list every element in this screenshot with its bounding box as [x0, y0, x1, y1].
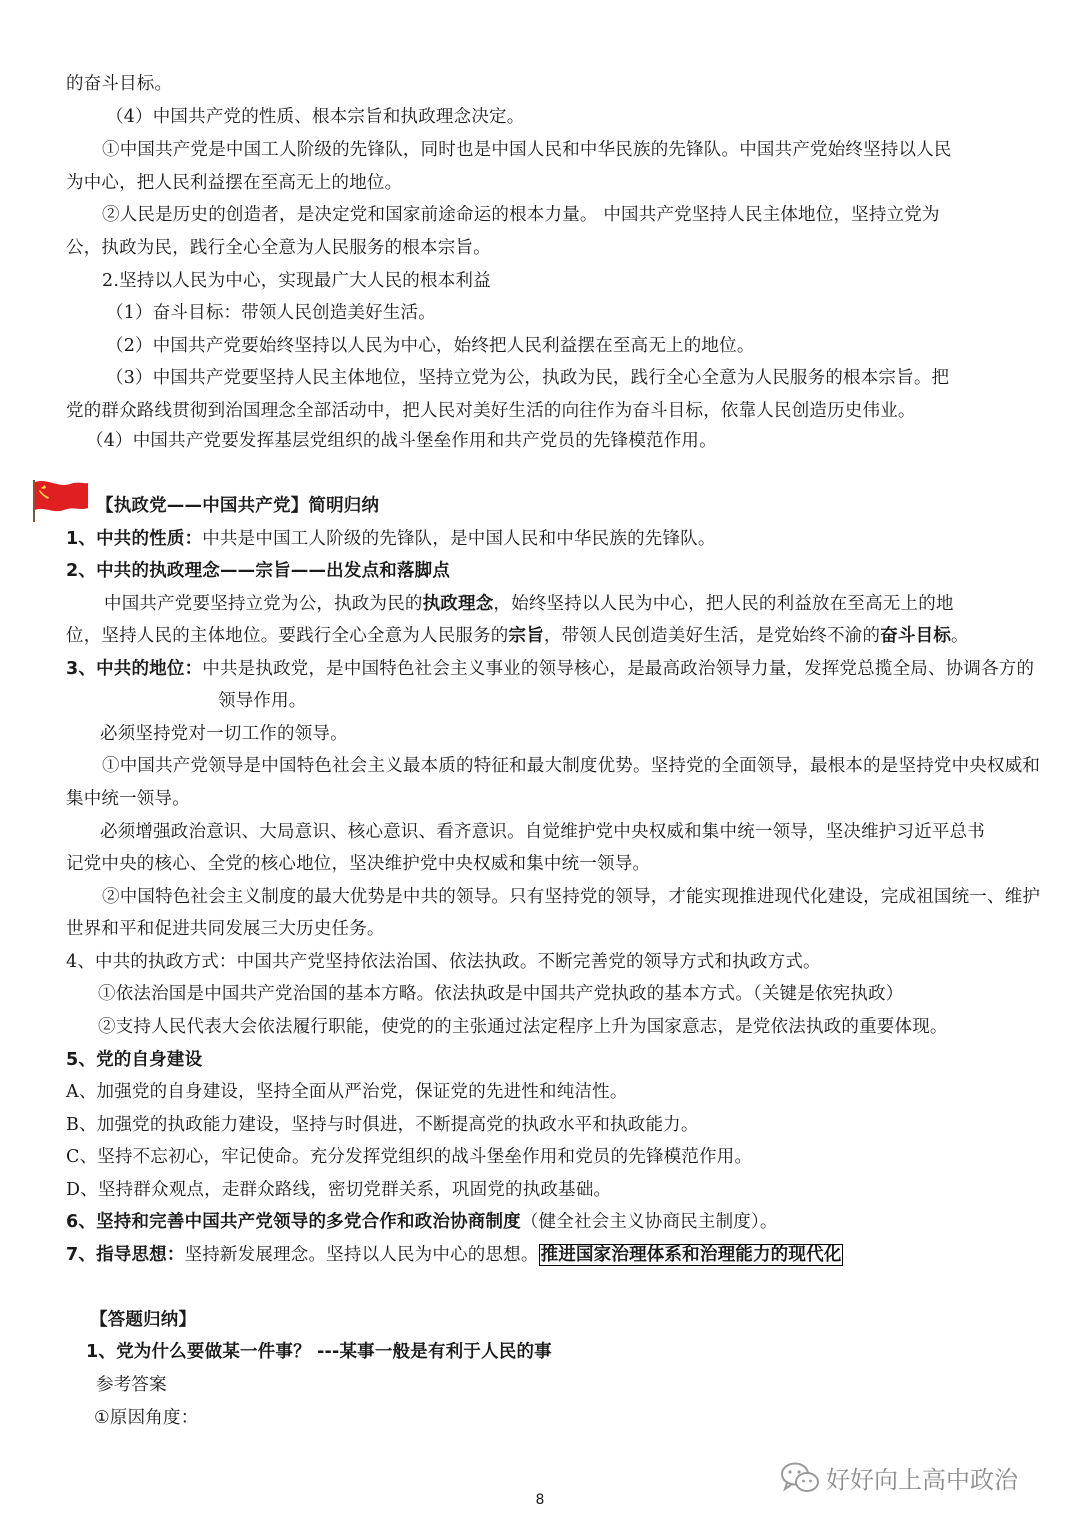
text-line: ①依法治国是中国共产党治国的基本方略。依法执政是中国共产党执政的基本方式。（关键是依宪执政）: [98, 984, 904, 1004]
text-line: 2.坚持以人民为中心，实现最广大人民的根本利益: [102, 271, 491, 291]
wechat-icon: [780, 1461, 820, 1495]
watermark: [780, 1460, 1018, 1495]
section-title: 【执政党——中国共产党】简明归纳: [96, 496, 380, 516]
text-line: （2）中国共产党要始终坚持以人民为中心，始终把人民利益摆在至高无上的地位。: [106, 336, 755, 356]
text-line: 必须增强政治意识、大局意识、核心意识、看齐意识。自觉维护党中央权威和集中统一领导，坚决维护习近平总书: [100, 822, 985, 842]
text-line: （3）中国共产党要坚持人民主体地位，坚持立党为公，执政为民，践行全心全意为人民服务的根本宗旨。把: [106, 368, 950, 388]
text-line: ①中国共产党是中国工人阶级的先锋队，同时也是中国人民和中华民族的先锋队。中国共产党始终坚持以人民: [102, 140, 952, 160]
text-span: 位，坚持人民的主体地位。要践行全心全意为人民服务的: [66, 626, 509, 646]
paragraph-text: （健全社会主义协商民主制度）。: [520, 1212, 778, 1232]
paragraph-text: 坚持新发展理念。坚持以人民为中心的思想。: [184, 1245, 539, 1265]
text-span: ，带领人民创造美好生活，是党始终不渝的: [543, 626, 881, 646]
text-line: [104, 592, 954, 616]
paragraph-1: [66, 527, 716, 551]
bold-term: 奋斗目标: [880, 626, 952, 646]
text-line: 党的群众路线贯彻到治国理念全部活动中，把人民对美好生活的向往作为奋斗目标，依靠人民创造历史伟业。: [66, 401, 916, 421]
text-line: 的奋斗目标。: [66, 74, 173, 94]
bold-term: 宗旨: [508, 626, 544, 646]
list-item: D、坚持群众观点，走群众路线，密切党群关系，巩固党的执政基础。: [66, 1180, 612, 1200]
paragraph-6: [66, 1210, 778, 1234]
text-line: 必须坚持党对一切工作的领导。: [100, 724, 348, 744]
paragraph-3: [66, 657, 1034, 681]
text-line: ②支持人民代表大会依法履行职能，使党的的主张通过法定程序上升为国家意志，是党依法执政的重要体现。: [98, 1017, 948, 1037]
text-line: 领导作用。: [218, 691, 307, 711]
paragraph-text: 中共是中国工人阶级的先锋队，是中国人民和中华民族的先锋队。: [202, 529, 716, 549]
list-item: C、坚持不忘初心，牢记使命。充分发挥党组织的战斗堡垒作用和党员的先锋模范作用。: [66, 1147, 753, 1167]
bold-term: 执政理念: [422, 594, 494, 614]
list-item: B、加强党的执政能力建设，坚持与时俱进，不断提高党的执政水平和执政能力。: [66, 1115, 699, 1135]
text-line: （1）奋斗目标：带领人民创造美好生活。: [106, 303, 436, 323]
text-span: ，始终坚持以人民为中心，把人民的利益放在至高无上的地: [493, 594, 954, 614]
paragraph-heading: 7、指导思想：: [66, 1245, 185, 1265]
answer-question-1: 1、党为什么要做某一件事？ ---某事一般是有利于人民的事: [86, 1342, 552, 1362]
text-line: ①中国共产党领导是中国特色社会主义最本质的特征和最大制度优势。坚持党的全面领导，最根本的是坚持党中央权威和: [102, 756, 1041, 776]
text-line: [66, 624, 969, 648]
text-line: ②中国特色社会主义制度的最大优势是中共的领导。只有坚持党的领导，才能实现推进现代化建设，完成祖国统一、维护: [102, 887, 1041, 907]
answer-reason-label: ①原因角度：: [94, 1408, 199, 1428]
answer-reference-label: 参考答案: [96, 1375, 167, 1395]
paragraph-heading: 1、中共的性质：: [66, 529, 203, 549]
text-span: 。: [951, 626, 969, 646]
paragraph-7: [66, 1243, 843, 1267]
text-line: 记党中央的核心、全党的核心地位，坚决维护党中央权威和集中统一领导。: [66, 854, 651, 874]
text-line: 为中心，把人民利益摆在至高无上的地位。: [66, 173, 403, 193]
paragraph-text: 中共是执政党，是中国特色社会主义事业的领导核心，是最高政治领导力量，发挥党总揽全局、协调各方的: [202, 659, 1035, 679]
paragraph-5-heading: 5、党的自身建设: [66, 1050, 203, 1070]
text-line: ②人民是历史的创造者，是决定党和国家前途命运的根本力量。 中国共产党坚持人民主体地位，坚持立党为: [102, 205, 940, 225]
paragraph-heading: 3、中共的地位：: [66, 659, 203, 679]
party-flag-icon: [30, 478, 90, 524]
text-line: （4）中国共产党的性质、根本宗旨和执政理念决定。: [106, 107, 525, 127]
paragraph-heading: 6、坚持和完善中国共产党领导的多党合作和政治协商制度: [66, 1212, 521, 1232]
text-line: 4、中共的执政方式：中国共产党坚持依法治国、依法执政。不断完善党的领导方式和执政方式。: [66, 952, 821, 972]
text-line: 世界和平和促进共同发展三大历史任务。: [66, 919, 385, 939]
boxed-keyphrase: 推进国家治理体系和治理能力的现代化: [540, 1245, 842, 1265]
paragraph-2-heading: 2、中共的执政理念——宗旨——出发点和落脚点: [66, 561, 451, 581]
watermark-text: 好好向上高中政治: [826, 1466, 1018, 1494]
list-item: A、加强党的自身建设，坚持全面从严治党，保证党的先进性和纯洁性。: [66, 1082, 628, 1102]
text-line: 集中统一领导。: [66, 789, 190, 809]
page-number: 8: [535, 1492, 545, 1508]
answer-section-title: 【答题归纳】: [90, 1310, 197, 1330]
text-line: （4）中国共产党要发挥基层党组织的战斗堡垒作用和共产党员的先锋模范作用。: [86, 431, 717, 451]
text-span: 中国共产党要坚持立党为公，执政为民的: [104, 594, 423, 614]
text-line: 公，执政为民，践行全心全意为人民服务的根本宗旨。: [66, 238, 491, 258]
